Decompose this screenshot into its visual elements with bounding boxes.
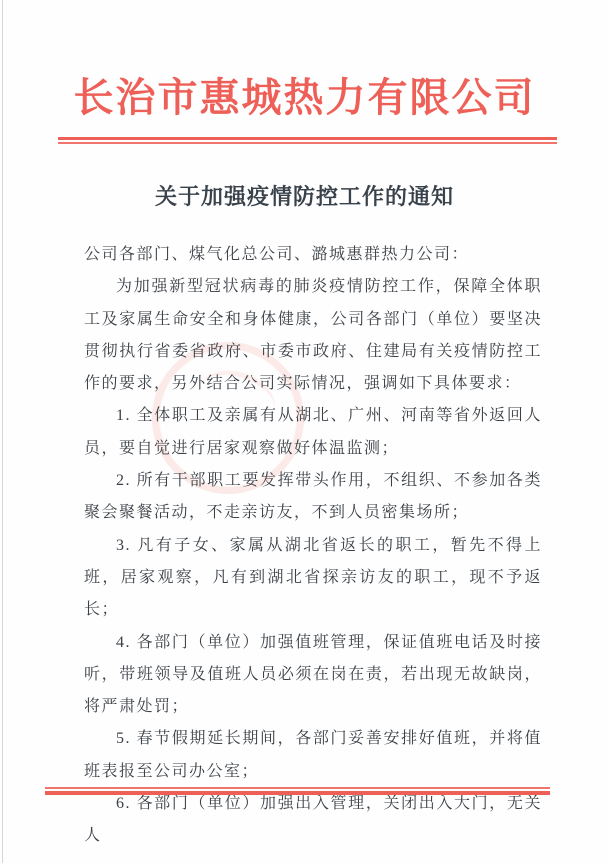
- notice-item-2: 2. 所有干部职工要发挥带头作用，不组织、不参加各类聚会聚餐活动，不走亲访友，不到人员密集场所；: [84, 472, 542, 522]
- notice-item-6: 6. 各部门（单位）加强出入管理，关闭出入大门，无关人: [84, 795, 542, 845]
- scan-edge: [2, 0, 3, 863]
- intro-paragraph: 为加强新型冠状病毒的肺炎疫情防控工作，保障全体职工及家属生命安全和身体健康，公司各部门（单位）要坚决贯彻执行省委省政府、市委市政府、住建局有关疫情防控工作的要求，另外结合公司实际情况，强调如下具体要求：: [84, 278, 542, 393]
- footer-divider: [45, 787, 550, 795]
- notice-item-1: 1. 全体职工及亲属有从湖北、广州、河南等省外返回人员，要自觉进行居家观察做好体温监测；: [84, 407, 542, 457]
- document-title: 关于加强疫情防控工作的通知: [154, 184, 454, 209]
- notice-item-4: 4. 各部门（单位）加强值班管理，保证值班电话及时接听，带班领导及值班人员必须在岗在责，若出现无故缺岗，将严肃处罚；: [84, 633, 542, 716]
- divider-thin-line: [58, 142, 557, 144]
- footer-thick-line: [45, 791, 550, 795]
- document-body: [84, 239, 542, 845]
- notice-item-3: 3. 凡有子女、家属从湖北省返长的职工，暂先不得上班，居家观察，凡有到湖北省探亲访友的职工，现不予返长；: [84, 536, 542, 619]
- letterhead-divider: [58, 137, 557, 144]
- salutation-line: 公司各部门、煤气化总公司、潞城惠群热力公司：: [84, 246, 470, 263]
- company-letterhead: 长治市惠城热力有限公司: [73, 75, 536, 120]
- notice-item-5: 5. 春节假期延长期间，各部门妥善安排好值班，并将值班表报至公司办公室；: [84, 730, 542, 780]
